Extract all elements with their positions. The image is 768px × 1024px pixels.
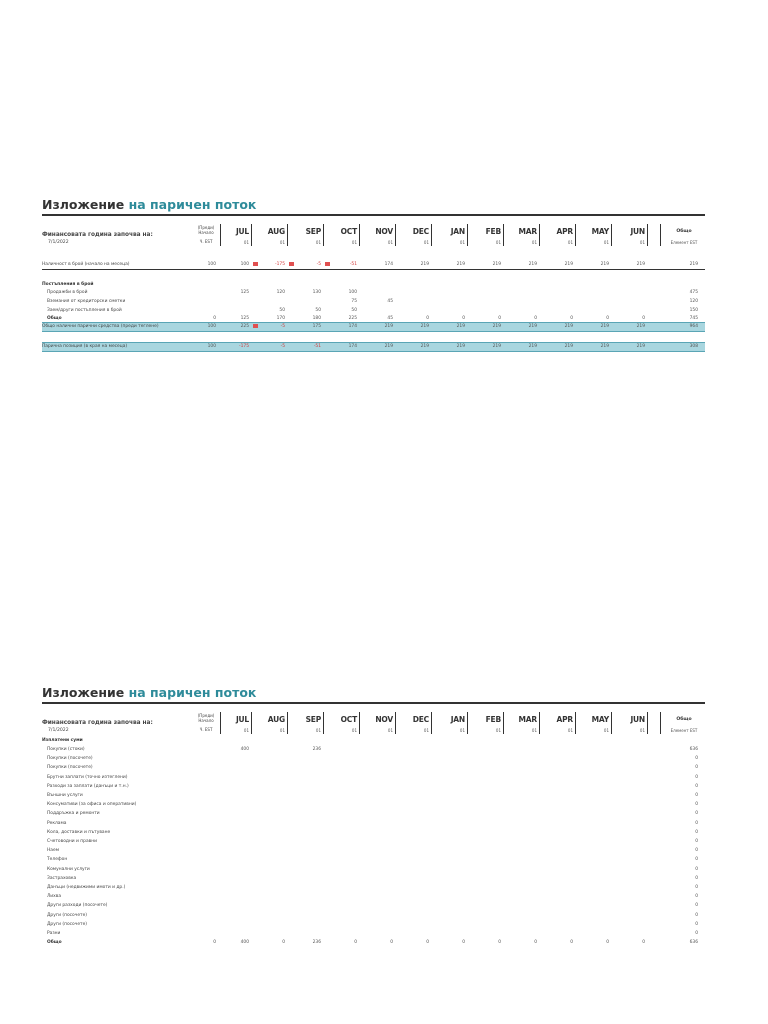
row-label: Покупки (посочете) [47,756,93,762]
total-cell[interactable]: 0 [695,820,698,826]
month-header-mar: MAR [518,227,537,236]
row-label: Други (посочете) [47,921,88,927]
column-divider [539,224,540,246]
table-row [42,865,705,874]
total-cell[interactable]: 636 [689,747,698,752]
month-cell[interactable]: 225 [348,316,357,321]
fiscal-year-label: Финансовата година започва на: [42,720,153,726]
month-cell[interactable]: 0 [354,940,357,946]
column-divider [287,712,288,734]
row-label: Продажби в брой [47,290,88,295]
month-header-jun: JUN [630,227,645,236]
month-cell[interactable]: 219 [420,344,429,349]
month-header-may: MAY [591,227,609,236]
table-row [42,754,705,763]
row-label: Консумативи (за офиса и оперативни) [47,802,137,808]
column-divider [323,712,324,734]
month-cell[interactable]: -175 [275,262,285,267]
month-subheader: 01 [459,240,465,245]
month-header-sep: SEP [305,715,321,724]
month-cell[interactable]: 219 [636,344,645,349]
row-label: Наличност в брой (начало на месеца) [42,262,130,267]
month-subheader: 01 [279,728,285,733]
month-cell[interactable]: 219 [636,262,645,267]
month-cell[interactable]: 50 [279,308,285,313]
total-cell[interactable]: 0 [695,857,698,863]
cash-flow-section-2 [42,685,705,946]
total-header: Общо [676,229,692,234]
month-cell[interactable]: -5 [280,324,285,329]
month-header-nov: NOV [375,227,393,236]
month-cell[interactable]: 0 [282,940,285,946]
total-cell[interactable]: 0 [695,839,698,844]
month-subheader: 01 [423,240,429,245]
month-subheader: 01 [495,728,501,733]
month-cell[interactable]: 219 [600,344,609,349]
month-cell[interactable]: 45 [387,316,393,321]
month-cell[interactable]: 219 [528,262,537,267]
month-cell[interactable]: 75 [351,299,357,304]
column-divider [611,712,612,734]
column-divider [503,712,504,734]
table-row [42,782,705,791]
prior-cell[interactable]: 0 [213,316,216,321]
month-cell[interactable]: 219 [564,262,573,267]
prior-cell[interactable]: 100 [207,262,216,267]
month-cell[interactable]: 120 [276,290,285,295]
total-cell[interactable]: 0 [695,756,698,762]
month-header-nov: NOV [375,715,393,724]
total-cell[interactable]: 964 [689,324,698,329]
month-header-oct: OCT [340,715,357,724]
table-row [42,911,705,920]
row-label: Наем [47,848,60,854]
month-header-jul: JUL [235,715,249,724]
table-row [42,901,705,910]
column-divider [539,712,540,734]
month-cell[interactable]: 219 [636,324,645,329]
month-cell[interactable]: 219 [564,324,573,329]
column-divider [431,224,432,246]
month-subheader: 01 [567,728,573,733]
row-label: Общо налични парични средства (преди теглене) [42,324,159,329]
total-header: Общо [676,717,692,722]
month-cell[interactable]: 0 [462,940,465,946]
month-cell[interactable]: 0 [570,940,573,946]
row-label: Разходи за заплати (данъци и т.н.) [47,783,129,789]
month-subheader: 01 [603,240,609,245]
month-cell[interactable]: 174 [348,324,357,329]
month-header-feb: FEB [485,227,501,236]
row-label: Комунални услуги [47,866,90,872]
table-row [42,846,705,855]
highlight-row [42,322,705,331]
total-cell[interactable]: 0 [695,894,698,900]
month-subheader: 01 [423,728,429,733]
month-subheader: 01 [243,240,249,245]
total-cell[interactable]: 0 [695,903,698,909]
month-header-dec: DEC [412,227,429,236]
month-header-oct: OCT [340,227,357,236]
month-cell[interactable]: 0 [606,316,609,321]
month-cell[interactable]: 219 [420,324,429,329]
month-header-dec: DEC [412,715,429,724]
month-cell[interactable]: 236 [312,940,321,946]
month-header-aug: AUG [267,227,285,236]
month-cell[interactable]: 219 [456,262,465,267]
column-divider [431,712,432,734]
month-cell[interactable]: 219 [528,344,537,349]
row-label: Други разходи (посочете) [47,903,108,909]
total-cell[interactable]: 0 [695,848,698,854]
column-divider [287,224,288,246]
month-cell[interactable]: 0 [498,316,501,321]
column-divider [611,224,612,246]
table-row [42,800,705,809]
month-cell[interactable]: 180 [312,316,321,321]
month-cell[interactable]: 219 [600,324,609,329]
month-subheader: 01 [387,240,393,245]
month-subheader: 01 [243,728,249,733]
row-label: Лихва [47,894,62,900]
column-divider [660,224,661,246]
cash-flow-section-1 [42,197,705,349]
month-cell[interactable]: 174 [384,262,393,267]
month-cell[interactable]: 236 [312,747,321,752]
total-row [42,938,705,947]
month-cell[interactable]: 225 [240,324,249,329]
prior-cell[interactable]: 100 [207,324,216,329]
month-subheader: 01 [315,728,321,733]
column-divider [647,224,648,246]
month-cell[interactable]: 219 [384,344,393,349]
warning-flag-icon [289,262,294,266]
month-cell[interactable]: 0 [570,316,573,321]
row-label: Вземания от кредиторски сметки [47,299,126,304]
prior-start-header: (Преди) Начало [197,225,215,235]
month-subheader: 01 [279,240,285,245]
row-label: Счетоводни и правни [47,839,97,844]
column-divider [647,712,648,734]
month-cell[interactable]: 100 [348,290,357,295]
total-cell[interactable]: 0 [695,866,698,872]
month-cell[interactable]: 0 [642,940,645,946]
month-subheader: 01 [639,728,645,733]
warning-flag-icon [325,262,330,266]
month-header-mar: MAR [518,715,537,724]
month-cell[interactable]: -5 [316,262,321,267]
table-row [42,791,705,800]
table-row [42,874,705,883]
total-cell[interactable]: 0 [695,885,698,890]
column-divider [359,712,360,734]
row-label: Други (посочете) [47,912,88,918]
month-cell[interactable]: 400 [240,940,249,946]
row-label: Разни [47,931,61,936]
month-cell[interactable]: 219 [528,324,537,329]
month-header-apr: APR [556,227,573,236]
opening-balance-row [42,260,705,269]
row-label: Общо [47,316,62,321]
total-cell[interactable]: 0 [695,931,698,936]
table-row [42,828,705,837]
row-label: Парична позиция (в края на месеца) [42,344,128,349]
table-row [42,297,705,306]
row-label: Общо [47,940,62,946]
month-cell[interactable]: 0 [426,940,429,946]
prior-start-subheader: Ч. EST [199,727,213,732]
table-row [42,855,705,864]
total-cell[interactable]: 0 [695,765,698,771]
total-cell[interactable]: 0 [695,912,698,918]
total-cell[interactable]: 0 [695,875,698,881]
warning-flag-icon [253,324,258,328]
month-subheader: 01 [567,240,573,245]
table-row [42,773,705,782]
month-cell[interactable]: 125 [240,316,249,321]
cash-flow-table [42,224,705,354]
title-rule [42,702,705,704]
table-row [42,819,705,828]
fiscal-year-label: Финансовата година започва на: [42,232,153,238]
total-subheader: Елемент EST [670,728,698,733]
month-cell[interactable]: 400 [240,747,249,752]
fiscal-year-date[interactable]: 7/1/2022 [48,240,69,245]
table-row [42,883,705,892]
table-row [42,288,705,297]
month-cell[interactable]: 50 [315,308,321,313]
total-cell[interactable]: 0 [695,811,698,817]
row-label: Заем/други постъпления в брой [47,308,122,313]
month-subheader: 01 [351,240,357,245]
column-divider [395,224,396,246]
table-row [42,745,705,754]
month-cell[interactable]: 219 [492,262,501,267]
row-label: Външни услуги [47,793,83,798]
total-cell[interactable]: 0 [695,793,698,798]
month-cell[interactable]: 219 [492,344,501,349]
column-divider [359,224,360,246]
total-cell[interactable]: 308 [689,344,698,349]
payments-table [42,712,705,952]
prior-start-subheader: Ч. EST [199,239,213,244]
total-cell[interactable]: 745 [689,316,698,321]
month-subheader: 01 [531,728,537,733]
total-cell[interactable]: 120 [689,299,698,304]
month-header-may: MAY [591,715,609,724]
row-label: Данъци (недвижими имоти и др.) [47,885,126,890]
month-cell[interactable]: 219 [456,344,465,349]
month-cell[interactable]: 0 [498,940,501,946]
column-divider [467,224,468,246]
total-cell[interactable]: 0 [695,783,698,789]
month-cell[interactable]: 219 [492,324,501,329]
month-subheader: 01 [351,728,357,733]
month-cell[interactable]: 100 [240,262,249,267]
row-label: Застраховка [47,875,77,881]
total-cell[interactable]: 150 [689,308,698,313]
month-subheader: 01 [459,728,465,733]
month-subheader: 01 [639,240,645,245]
month-cell[interactable]: 0 [462,316,465,321]
month-cell[interactable]: -5 [280,344,285,349]
title-rule [42,214,705,216]
highlight-row [42,342,705,351]
month-header-jan: JAN [450,227,465,236]
month-cell[interactable]: 174 [348,344,357,349]
section-title: Изложение на паричен поток [42,197,257,212]
month-cell[interactable]: 175 [312,324,321,329]
table-row [42,837,705,846]
table-row [42,809,705,818]
month-header-jan: JAN [450,715,465,724]
total-cell[interactable]: 636 [689,940,698,946]
row-label: Брутни заплати (точно изтеглени) [47,774,128,780]
month-header-sep: SEP [305,227,321,236]
month-cell[interactable]: 219 [384,324,393,329]
column-divider [660,712,661,734]
prior-cell[interactable]: 100 [207,344,216,349]
month-cell[interactable]: 219 [564,344,573,349]
month-header-jul: JUL [235,227,249,236]
row-label: Постъпления в брой [42,282,94,287]
column-divider [251,712,252,734]
month-cell[interactable]: 0 [642,316,645,321]
month-cell[interactable]: 50 [351,308,357,313]
prior-start-header: (Преди) Начало [197,713,215,723]
column-divider [251,224,252,246]
month-cell[interactable]: 0 [534,940,537,946]
column-divider [575,712,576,734]
section-title: Изложение на паричен поток [42,685,257,700]
month-subheader: 01 [387,728,393,733]
month-subheader: 01 [531,240,537,245]
column-divider [395,712,396,734]
row-border [42,269,705,270]
month-subheader: 01 [495,240,501,245]
total-cell[interactable]: 219 [689,262,698,267]
group-label: Изплатени суми [42,738,83,743]
total-cell[interactable]: 0 [695,802,698,808]
month-cell[interactable]: 219 [600,262,609,267]
row-label: Кола, доставки и пътуване [47,829,111,835]
month-header-feb: FEB [485,715,501,724]
month-header-aug: AUG [267,715,285,724]
total-cell[interactable]: 0 [695,774,698,780]
total-subheader: Елемент EST [670,240,698,245]
row-label: Реклама [47,820,67,826]
month-cell[interactable]: 0 [606,940,609,946]
month-subheader: 01 [315,240,321,245]
fiscal-year-date[interactable]: 7/1/2022 [48,728,69,733]
month-cell[interactable]: -51 [349,262,357,267]
month-cell[interactable]: -51 [313,344,321,349]
month-header-apr: APR [556,715,573,724]
month-header-jun: JUN [630,715,645,724]
month-cell[interactable]: -175 [239,344,249,349]
month-subheader: 01 [603,728,609,733]
column-divider [323,224,324,246]
row-label: Покупки (стоки) [47,747,85,752]
row-label: Телефон [47,857,68,863]
total-cell[interactable]: 475 [689,290,698,295]
prior-cell[interactable]: 0 [213,940,216,946]
month-cell[interactable]: 219 [420,262,429,267]
row-label: Покупки (посочете) [47,765,93,771]
month-cell[interactable]: 0 [426,316,429,321]
column-divider [467,712,468,734]
month-cell[interactable]: 0 [390,940,393,946]
table-row [42,892,705,901]
warning-flag-icon [253,262,258,266]
column-divider [575,224,576,246]
total-cell[interactable]: 0 [695,829,698,835]
month-cell[interactable]: 0 [534,316,537,321]
month-cell[interactable]: 219 [456,324,465,329]
total-cell[interactable]: 0 [695,921,698,927]
table-row [42,929,705,938]
month-cell[interactable]: 125 [240,290,249,295]
table-row [42,920,705,929]
month-cell[interactable]: 45 [387,299,393,304]
table-row [42,763,705,772]
month-cell[interactable]: 130 [312,290,321,295]
column-divider [503,224,504,246]
month-cell[interactable]: 170 [276,316,285,321]
row-label: Поддръжка и ремонти [47,811,100,817]
